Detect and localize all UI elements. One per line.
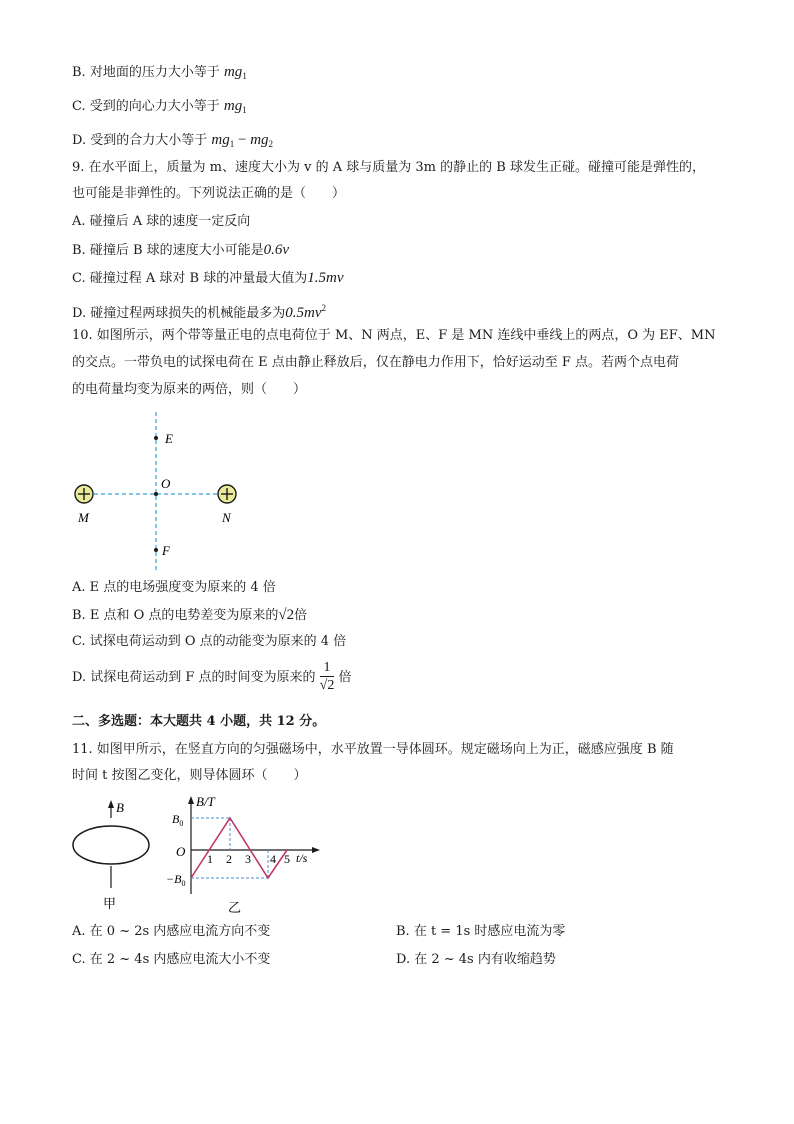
q8-option-d: D. 受到的合力大小等于 $mg_1 - mg_2$ [72, 132, 274, 149]
charge-n [218, 485, 236, 503]
q11-option-b: B. 在 t = 1s 时感应电流为零 [396, 924, 566, 939]
q10-figure [70, 408, 250, 576]
caption-yi: 乙 [228, 900, 242, 915]
label-b: B [116, 800, 124, 815]
q9-option-a: A. 碰撞后 A 球的速度一定反向 [72, 214, 251, 229]
label-n: N [222, 510, 231, 525]
q11-option-c: C. 在 2 ~ 4s 内感应电流大小不变 [72, 952, 271, 967]
point-o [154, 492, 158, 496]
b-t-graph-line [191, 818, 287, 878]
q11-option-d: D. 在 2 ~ 4s 内有收缩趋势 [396, 952, 556, 967]
q10-option-c: C. 试探电荷运动到 O 点的动能变为原来的 4 倍 [72, 634, 347, 649]
tick-5: 5 [284, 852, 290, 866]
q8-option-b: B. 对地面的压力大小等于 $mg_1$ [72, 64, 247, 81]
q11-option-a: A. 在 0 ~ 2s 内感应电流方向不变 [72, 924, 271, 939]
q11-figure-yi [166, 794, 326, 916]
label-e: E [165, 431, 173, 446]
tick-3: 3 [245, 852, 251, 866]
q11-figure-jia [68, 796, 158, 914]
q8-option-c: C. 受到的向心力大小等于 $mg_1$ [72, 98, 247, 115]
q9-stem-line2: 也可能是非弹性的。下列说法正确的是（ ） [72, 186, 346, 201]
tick-1: 1 [207, 852, 213, 866]
label-m: M [78, 510, 89, 525]
q9-stem-line1: 9. 在水平面上，质量为 m、速度大小为 v 的 A 球与质量为 3m 的静止的 B 球发生正碰。碰撞可能是弹性的， [72, 160, 705, 175]
tick-2: 2 [226, 852, 232, 866]
b0-label: $B_0$ [172, 812, 184, 828]
point-e [154, 436, 158, 440]
q10-stem-line2: 的交点。一带负电的试探电荷在 E 点由静止释放后，仅在静电力作用下，恰好运动至 F 点。若两个点电荷 [72, 355, 680, 370]
q10-stem-line3: 的电荷量均变为原来的两倍，则（ ） [72, 382, 307, 397]
q11-stem-line2: 时间 t 按图乙变化，则导体圆环（ ） [72, 768, 307, 783]
q10-option-b: B. E 点和 O 点的电势差变为原来的√2倍 [72, 607, 308, 623]
label-f: F [162, 543, 170, 558]
label-o: O [161, 476, 171, 491]
neg-b0-label: $-B_0$ [166, 872, 186, 888]
x-label: t/s [296, 851, 308, 865]
section-title: 二、多选题：本大题共 4 小题，共 12 分。 [72, 714, 326, 729]
tick-4: 4 [270, 852, 276, 866]
q9-option-d: D. 碰撞过程两球损失的机械能最多为$0.5mv^2$ [72, 303, 326, 321]
charge-m [75, 485, 93, 503]
conductor-ring [73, 826, 149, 864]
origin-label: O [176, 844, 186, 859]
q9-option-c: C. 碰撞过程 A 球对 B 球的冲量最大值为1.5mv [72, 270, 344, 286]
q10-option-d: D. 试探电荷运动到 F 点的时间变为原来的 $\frac{1}{√2}$ 倍 [72, 660, 352, 693]
q9-option-b: B. 碰撞后 B 球的速度大小可能是0.6v [72, 242, 290, 258]
point-f [154, 548, 158, 552]
q10-option-a: A. E 点的电场强度变为原来的 4 倍 [72, 580, 276, 595]
caption-jia: 甲 [103, 896, 117, 911]
y-label: B/T [196, 794, 215, 809]
q10-stem-line1: 10. 如图所示，两个带等量正电的点电荷位于 M、N 两点，E、F 是 MN 连线中垂线上的两点，O 为 EF、MN [72, 328, 716, 343]
q11-stem-line1: 11. 如图甲所示，在竖直方向的匀强磁场中，水平放置一导体圆环。规定磁场向上为正，磁感应强度 B 随 [72, 742, 674, 757]
fraction: $\frac{1}{√2}$ [319, 660, 335, 693]
